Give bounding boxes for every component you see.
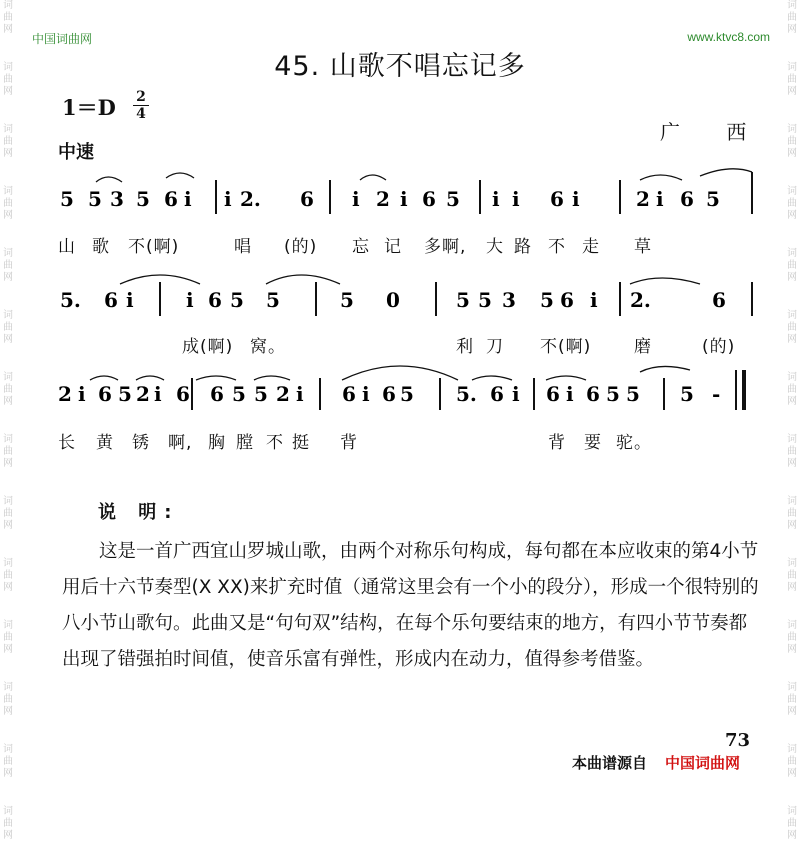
note: 5 — [232, 382, 246, 406]
note: i — [154, 382, 162, 406]
note: i — [186, 288, 194, 312]
lyric: 成(啊) — [182, 337, 234, 357]
slur — [342, 366, 458, 380]
note: 2 — [636, 187, 650, 211]
note: 5 — [540, 288, 554, 312]
note: i — [352, 187, 360, 211]
note: 5 — [680, 382, 694, 406]
note: 5 — [118, 382, 132, 406]
note: i — [362, 382, 370, 406]
song-origin: 广 西 — [660, 120, 767, 144]
line3-notes — [58, 382, 720, 406]
note: 2 — [276, 382, 290, 406]
note: 6 — [680, 187, 694, 211]
note: 3 — [502, 288, 516, 312]
note: 6 — [546, 382, 560, 406]
note: 2 — [376, 187, 390, 211]
song-title: 45. 山歌不唱忘记多 — [274, 51, 526, 82]
explanation-text — [62, 534, 762, 678]
lyric: 窝。 — [250, 337, 286, 357]
site-name-left[interactable]: 中国词曲网 — [32, 32, 93, 46]
note: i — [78, 382, 86, 406]
slur — [136, 376, 164, 380]
note: i — [656, 187, 664, 211]
note: 6 — [490, 382, 504, 406]
note: 2 — [136, 382, 150, 406]
note: 5 — [478, 288, 492, 312]
barlines — [160, 172, 752, 410]
lyric: 挺 — [292, 433, 310, 453]
note: 6 — [164, 187, 178, 211]
note: i — [492, 187, 500, 211]
lyric: 不 — [548, 237, 566, 257]
note: - — [712, 382, 721, 406]
lyric: 不 — [266, 433, 284, 453]
explanation-heading: 说 明: — [98, 502, 180, 523]
source-credit — [572, 752, 740, 773]
lyric: 大 — [486, 237, 504, 257]
note: i — [224, 187, 232, 211]
explanation-paragraph: 这是一首广西宜山罗城山歌，由两个对称乐句构成，每句都在本应收束的第4小节用后十六节奏型(X XX)来扩充时值（通常这里会有一个小的段分），形成一个很特别的八小节山歌句。此曲又是“句句双”结构，在每个乐句要结束的地方，有四小节节奏都出现了错强拍时间值，使音乐富有弹性，形成内在动力，值得参考借鉴。 — [62, 541, 759, 670]
note: 5 — [60, 187, 74, 211]
note: 5 — [230, 288, 244, 312]
lyric: 歌 — [92, 237, 110, 257]
note: i — [296, 382, 304, 406]
lyric: 要 — [584, 433, 602, 453]
watermark-left: 词曲网 词曲网 词曲网 词曲网 词曲网 词曲网 词曲网 词曲网 词曲网 词曲网 词曲网 词曲网 词曲网 词曲网 — [3, 0, 13, 841]
note: 6 — [104, 288, 118, 312]
note: 5 — [456, 288, 470, 312]
lyric: 膛 — [236, 433, 254, 453]
slur — [166, 173, 194, 178]
note: i — [512, 187, 520, 211]
note: i — [184, 187, 192, 211]
lyric: 草 — [634, 237, 652, 257]
note: 5 — [88, 187, 102, 211]
note: i — [126, 288, 134, 312]
note: 6 — [586, 382, 600, 406]
slur — [472, 376, 512, 380]
note: 5 — [606, 382, 620, 406]
note: 0 — [386, 288, 400, 312]
lyric: (的) — [284, 237, 318, 257]
note: 5 — [706, 187, 720, 211]
lyric: 背 — [548, 433, 566, 453]
note: 2 — [58, 382, 72, 406]
note: 6 — [98, 382, 112, 406]
lyric: 不(啊) — [128, 237, 180, 257]
note: 2. — [630, 288, 651, 312]
note: 6 — [712, 288, 726, 312]
note: i — [512, 382, 520, 406]
lyric: (的) — [702, 337, 736, 357]
slur — [96, 177, 122, 182]
time-signature — [132, 90, 150, 121]
note: i — [590, 288, 598, 312]
note: 6 — [382, 382, 396, 406]
note: 2. — [240, 187, 261, 211]
note: 6 — [342, 382, 356, 406]
note: i — [572, 187, 580, 211]
note: 5 — [626, 382, 640, 406]
line2-notes — [60, 288, 726, 312]
lyric: 黄 — [96, 433, 114, 453]
slur — [640, 175, 682, 180]
note: 5 — [254, 382, 268, 406]
note: 3 — [110, 187, 124, 211]
time-sig-bottom: 4 — [136, 106, 146, 122]
note: 6 — [300, 187, 314, 211]
slur — [254, 376, 290, 380]
slur — [700, 169, 752, 176]
lyric: 路 — [514, 237, 532, 257]
note: 5 — [400, 382, 414, 406]
watermark-right: 词曲网 词曲网 词曲网 词曲网 词曲网 词曲网 词曲网 词曲网 词曲网 词曲网 词曲网 词曲网 词曲网 词曲网 — [787, 0, 797, 841]
lyric: 锈 — [132, 433, 150, 453]
lyric: 唱 — [234, 237, 252, 257]
site-url-right[interactable]: www.ktvc8.com — [687, 30, 770, 44]
note: 5 — [266, 288, 280, 312]
lyric: 记 — [384, 237, 402, 257]
page-number: 73 — [725, 730, 751, 751]
key-signature: 1＝D — [62, 95, 116, 120]
slur — [360, 175, 386, 180]
lyric: 胸 — [208, 433, 226, 453]
lyric: 走 — [582, 237, 600, 257]
lyric: 背 — [340, 433, 358, 453]
note: 5. — [60, 288, 81, 312]
note: 6 — [422, 187, 436, 211]
note: i — [400, 187, 408, 211]
tempo-marking: 中速 — [58, 142, 94, 163]
lyric: 磨 — [634, 337, 652, 357]
slur — [630, 278, 700, 284]
slur — [120, 275, 200, 284]
slur — [90, 376, 118, 380]
note: 6 — [208, 288, 222, 312]
note: 5 — [340, 288, 354, 312]
lyric: 长 — [58, 433, 76, 453]
slur — [266, 275, 340, 284]
note: 5 — [136, 187, 150, 211]
note: 5 — [446, 187, 460, 211]
source-label: 本曲谱源自 — [572, 754, 648, 772]
note: 6 — [560, 288, 574, 312]
lyric: 刀 — [486, 337, 504, 357]
note: 6 — [210, 382, 224, 406]
note: 5. — [456, 382, 477, 406]
lyric: 山 — [58, 237, 76, 257]
slur — [640, 366, 690, 372]
time-sig-top: 2 — [136, 89, 146, 105]
source-brand[interactable]: 中国词曲网 — [665, 754, 741, 772]
lyric: 多啊, — [424, 237, 467, 257]
lyric: 不(啊) — [540, 337, 592, 357]
lyric: 忘 — [352, 237, 370, 257]
line1-notes — [60, 187, 720, 211]
lyric: 啊, — [168, 433, 193, 453]
note: i — [566, 382, 574, 406]
note: 6 — [176, 382, 190, 406]
slur — [546, 376, 586, 380]
lyric: 驼。 — [616, 433, 652, 453]
slur — [196, 376, 236, 380]
lyric: 利 — [456, 337, 474, 357]
note: 6 — [550, 187, 564, 211]
